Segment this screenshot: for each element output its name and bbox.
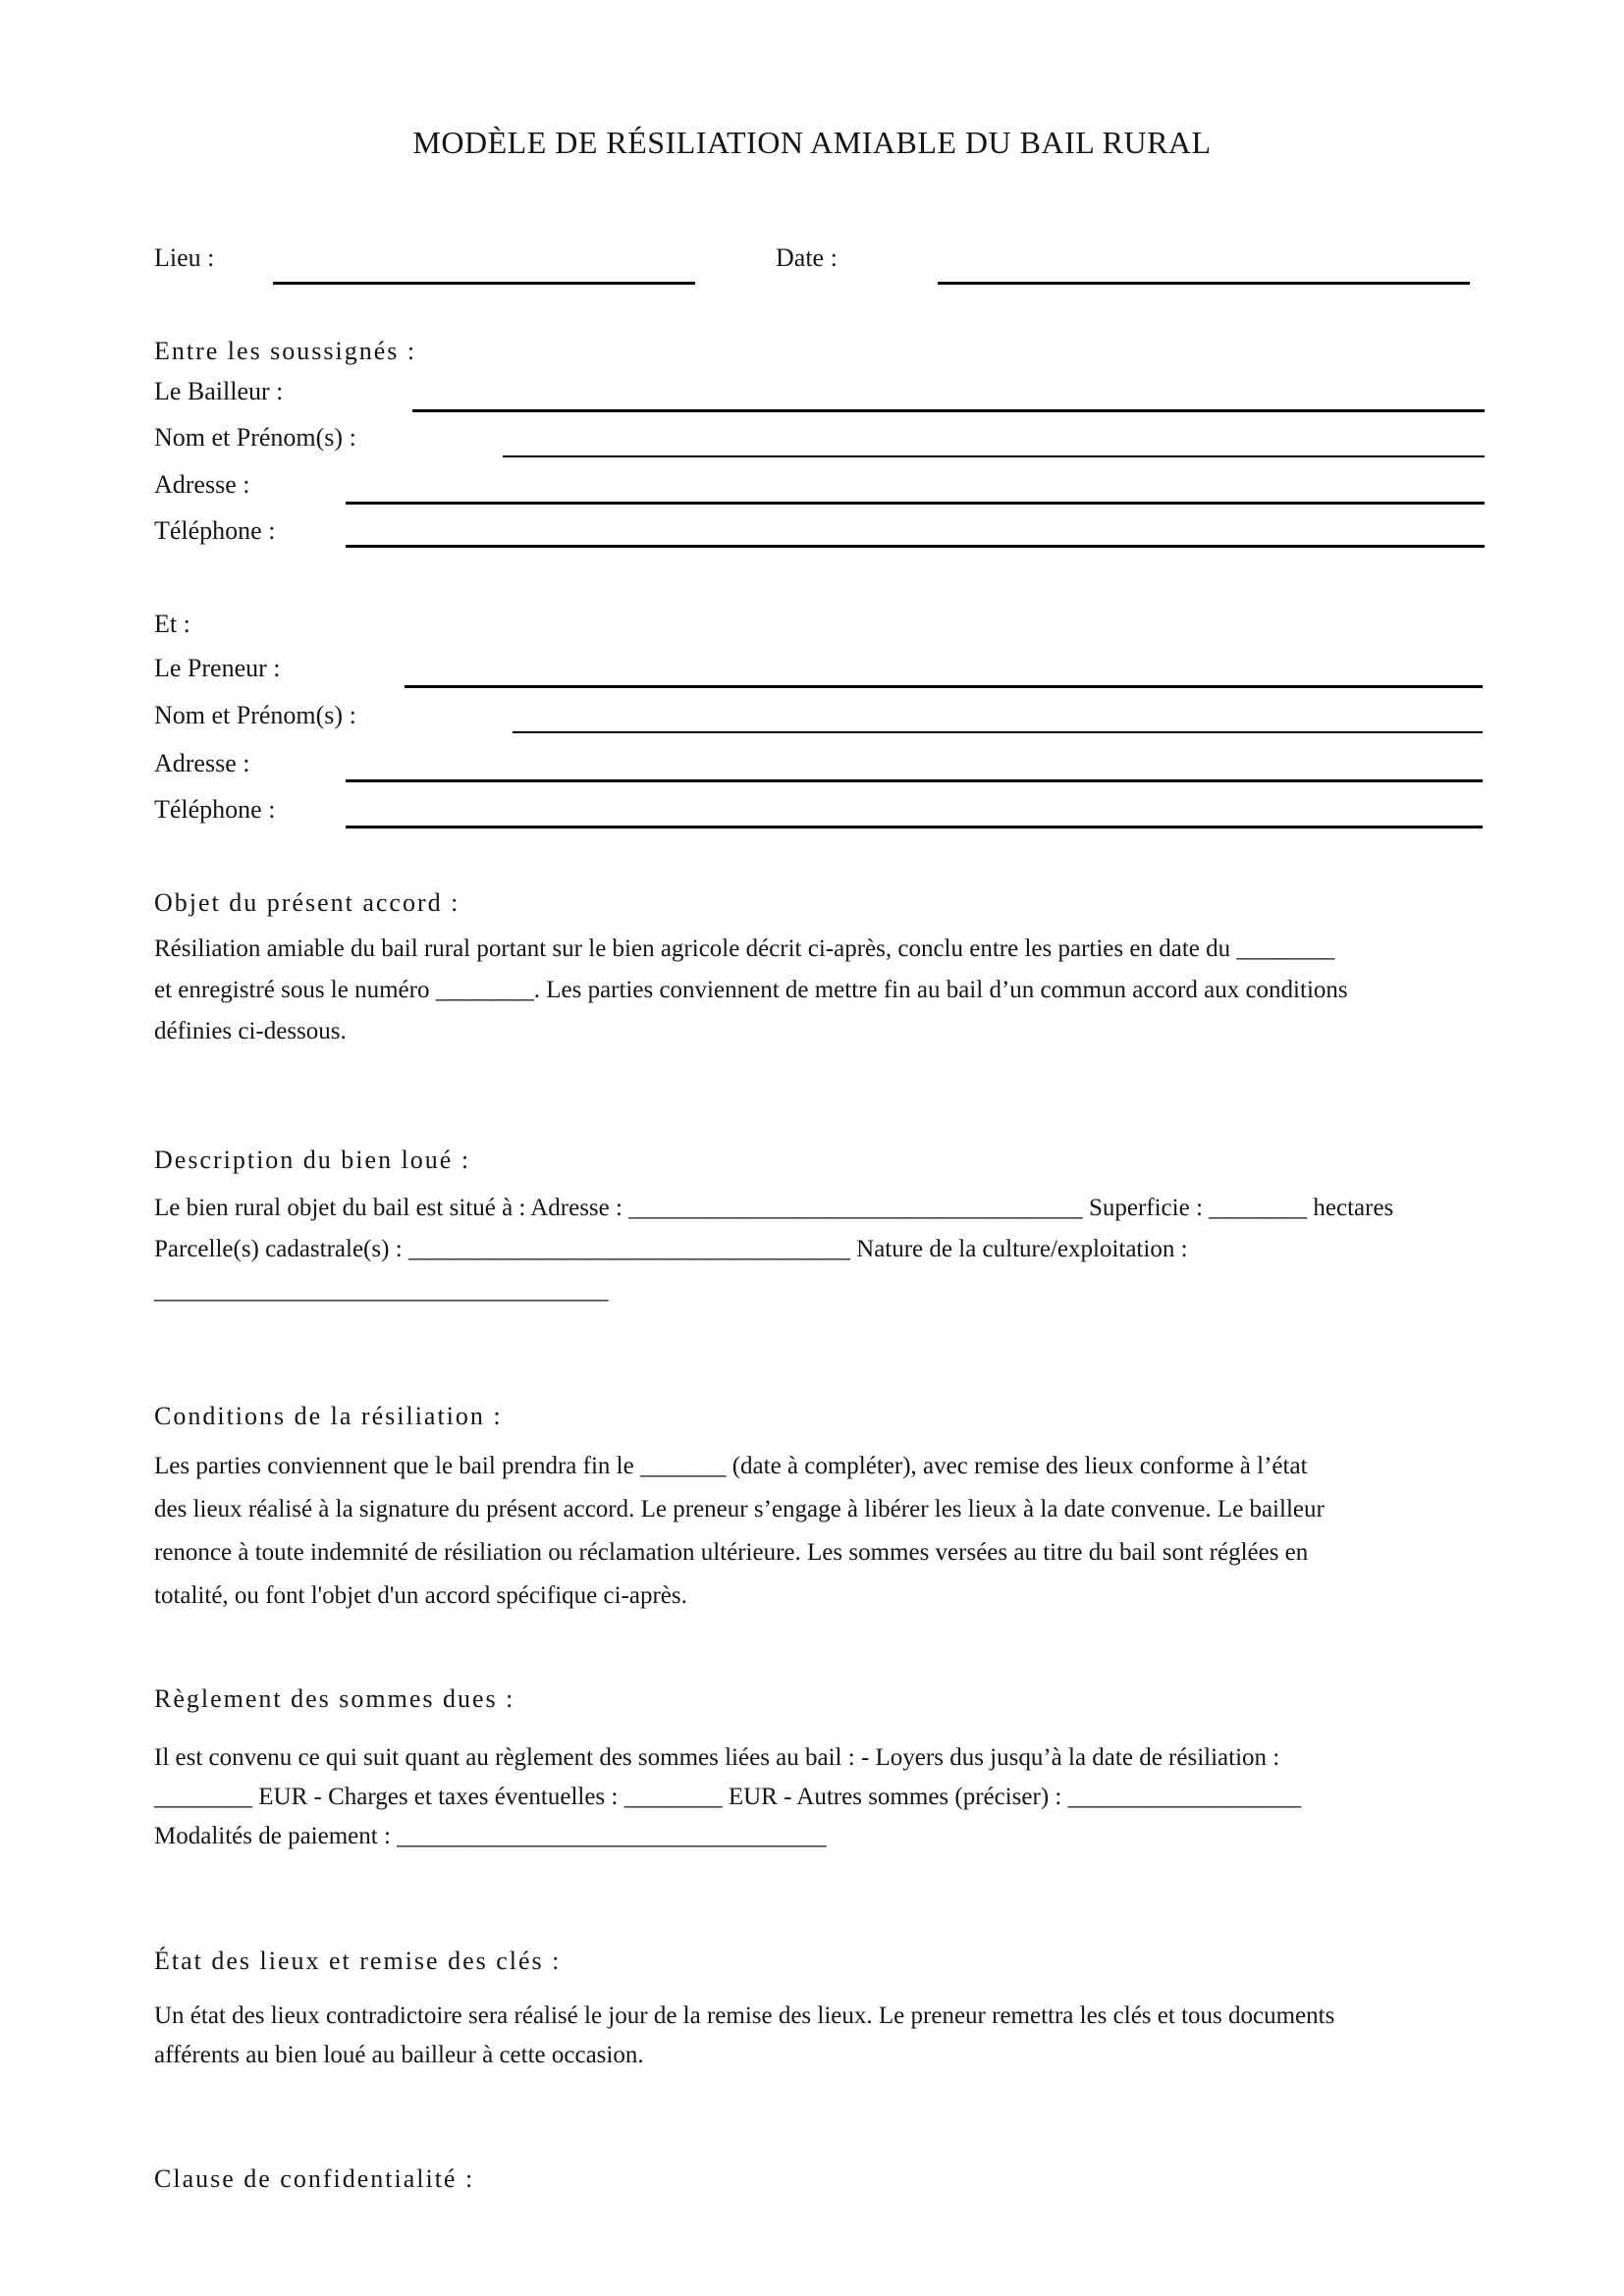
tenant-role-label: Le Preneur : (154, 654, 281, 682)
tenant-role-line (405, 685, 1483, 688)
lessor-phone-label: Téléphone : (154, 516, 276, 545)
parties-intro-heading: Entre les soussignés : (154, 337, 417, 365)
date-field-label: Date : (776, 243, 838, 272)
tenant-address-line (346, 779, 1483, 782)
reglement-paragraph (154, 1738, 1499, 1856)
lessor-address-label: Adresse : (154, 470, 250, 499)
paragraph-line: ________ EUR - Charges et taxes éventuelles : ________ EUR - Autres sommes (préciser) : ___________________ (154, 1784, 1302, 1810)
paragraph-line: et enregistré sous le numéro ________. Les parties conviennent de mettre fin au bail d’un commun accord aux conditions (154, 977, 1348, 1003)
lessor-role-label: Le Bailleur : (154, 377, 284, 405)
and-label: Et : (154, 610, 190, 638)
paragraph-line: Les parties conviennent que le bail prendra fin le _______ (date à compléter), avec remise des lieux conforme à l’état (154, 1453, 1308, 1479)
lessor-address-line (346, 502, 1485, 505)
section-heading-objet: Objet du présent accord : (154, 888, 460, 917)
paragraph-line: totalité, ou font l'objet d'un accord spécifique ci-après. (154, 1582, 687, 1609)
place-field-line (273, 282, 695, 285)
tenant-name-label: Nom et Prénom(s) : (154, 701, 356, 729)
section-heading-reglement: Règlement des sommes dues : (154, 1684, 515, 1713)
paragraph-line: Il est convenu ce qui suit quant au règlement des sommes liées au bail : - Loyers dus jusqu’à la date de résiliation : (154, 1744, 1280, 1771)
conditions-paragraph (154, 1445, 1499, 1618)
description-paragraph (154, 1188, 1499, 1311)
paragraph-line: afférents au bien loué au bailleur à cette occasion. (154, 2042, 644, 2068)
section-heading-etat-des-lieux: État des lieux et remise des clés : (154, 1947, 562, 1975)
paragraph-line: Le bien rural objet du bail est situé à : Adresse : _____________________________________ Superficie : ________ hectares (154, 1195, 1394, 1221)
lessor-role-line (412, 409, 1485, 412)
paragraph-line: des lieux réalisé à la signature du présent accord. Le preneur s’engage à libérer les lieux à la date convenue. Le bailleur (154, 1496, 1325, 1522)
section-heading-conditions: Conditions de la résiliation : (154, 1402, 503, 1430)
place-field-label: Lieu : (154, 243, 215, 272)
etat-des-lieux-paragraph (154, 1997, 1499, 2075)
date-field-line (938, 282, 1470, 285)
paragraph-line: Un état des lieux contradictoire sera réalisé le jour de la remise des lieux. Le preneur remettra les clés et tous documents (154, 2002, 1335, 2029)
lessor-name-line (503, 455, 1485, 457)
paragraph-line: Modalités de paiement : ___________________________________ (154, 1823, 827, 1849)
paragraph-line: Résiliation amiable du bail rural portant sur le bien agricole décrit ci-après, conclu entre les parties en date du ________ (154, 935, 1335, 962)
paragraph-line: renonce à toute indemnité de résiliation ou réclamation ultérieure. Les sommes versées au titre du bail sont réglées en (154, 1539, 1309, 1566)
document-title: MODÈLE DE RÉSILIATION AMIABLE DU BAIL RURAL (412, 125, 1212, 160)
objet-paragraph (154, 929, 1499, 1052)
tenant-address-label: Adresse : (154, 749, 250, 777)
lessor-name-label: Nom et Prénom(s) : (154, 423, 356, 452)
tenant-phone-label: Téléphone : (154, 795, 276, 824)
section-heading-description: Description du bien loué : (154, 1146, 471, 1174)
paragraph-line: définies ci-dessous. (154, 1018, 347, 1044)
paragraph-line: Parcelle(s) cadastrale(s) : ____________________________________ Nature de la culture/exploitation : (154, 1236, 1188, 1262)
lessor-phone-line (346, 545, 1485, 548)
paragraph-line: _____________________________________ (154, 1277, 609, 1304)
section-heading-confidentialite: Clause de confidentialité : (154, 2164, 475, 2193)
tenant-name-line (513, 731, 1483, 733)
tenant-phone-line (346, 826, 1483, 828)
